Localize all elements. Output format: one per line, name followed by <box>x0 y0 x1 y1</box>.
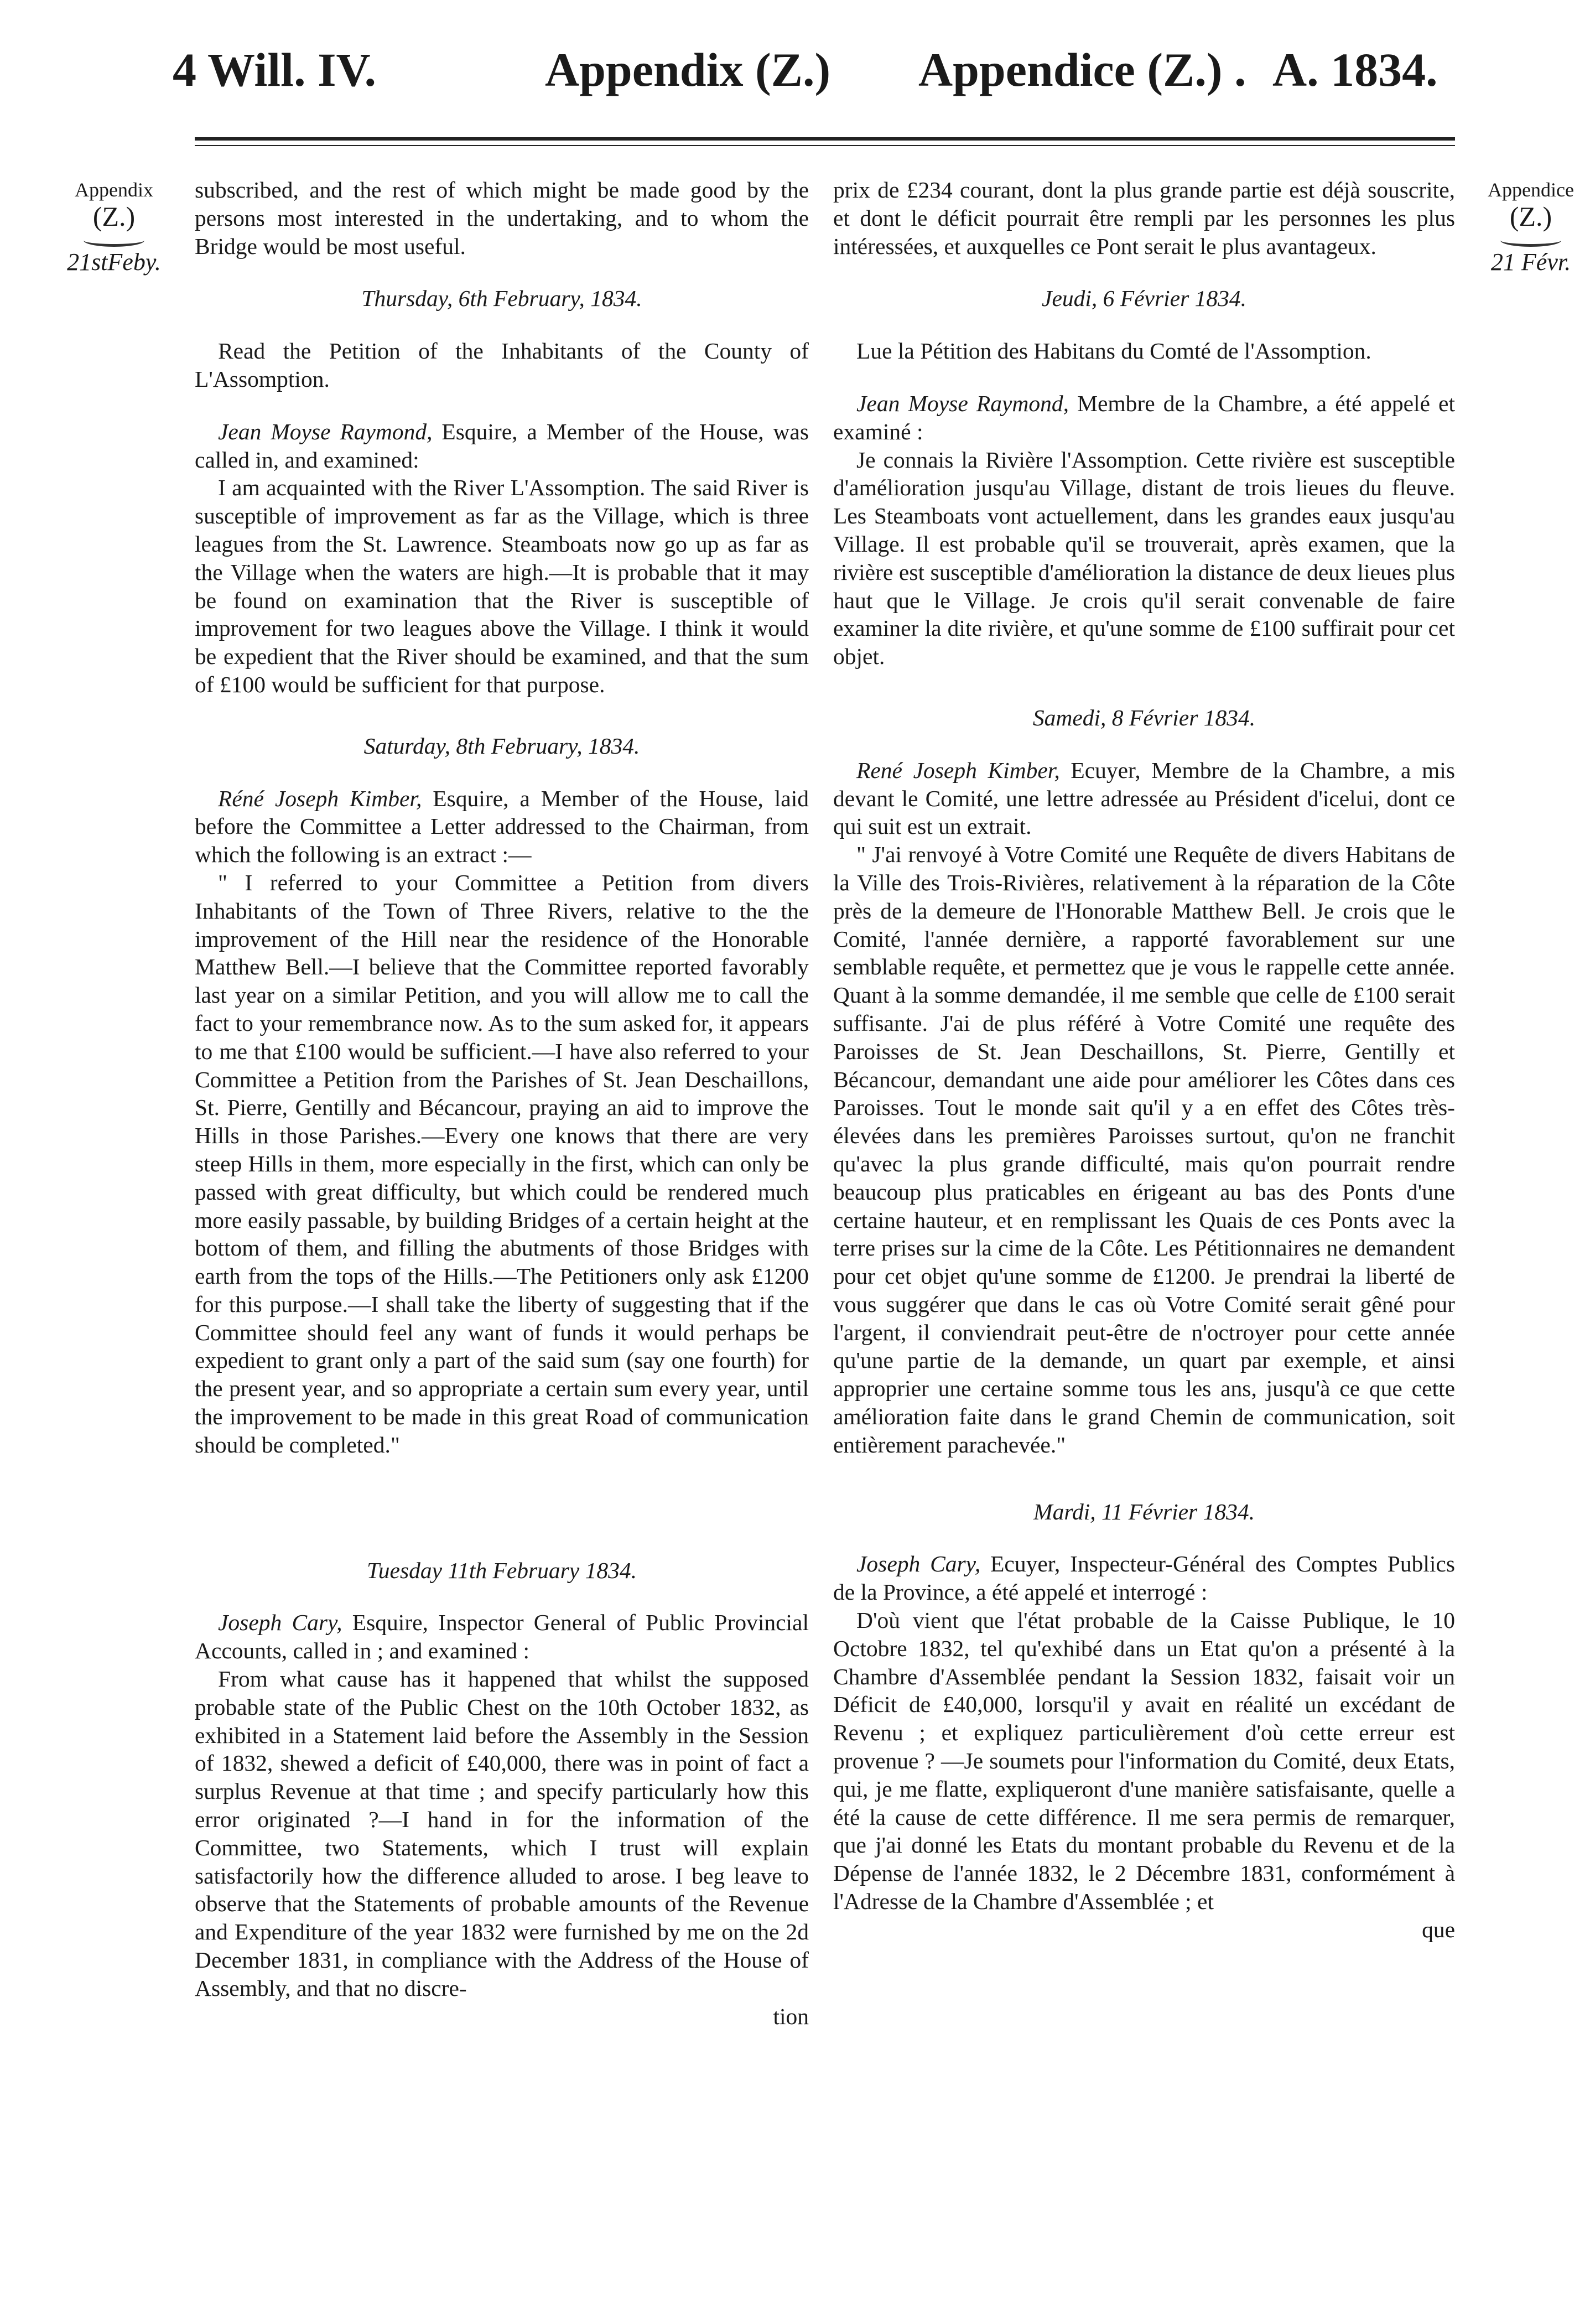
margin-label: Appendice <box>1488 179 1574 201</box>
witness-name: Jean Moyse Raymond, <box>856 390 1069 416</box>
appendix-title-fr: Appendice (Z.) . <box>918 43 1246 96</box>
section-date: Saturday, 8th February, 1834. <box>363 733 640 759</box>
margin-date: 21 Févr. <box>1490 248 1571 276</box>
margin-ref: (Z.) <box>92 200 136 232</box>
witness-name: Réné Joseph Kimber, <box>218 785 422 811</box>
read-petition-line: Lue la Pétition des Habitans du Comté de l'Assomption. <box>856 338 1371 364</box>
margin-date: 21stFeby. <box>67 248 161 276</box>
letter-extract: " I referred to your Committee a Petition from divers Inhabitants of the Town of Three Rivers, relative to the the improvement of the Hill near the residence of the Honorable Matthew Bell.—I believe that the Committee reported favorably last year on a similar Petition, and you will allow me to call the fact to your remembrance now. As to the sum asked for, it appears to me that £100 would be sufficient.—I have also referred to your Committee a Petition from the Parishes of St. Jean Deschaillons, St. Pierre, Gentilly and Bécancour, praying an aid to improve the Hills in those Parishes.—Every one knows that there are very steep Hills in them, more especially in the first, which can only be passed with great difficulty, but which could be rendered much more easily passable, by building Bridges of a certain height at the bottom of them, and filling the abutments of those Bridges with earth from the tops of the Hills.—The Petitioners only ask £1200 for this purpose.—I shall take the liberty of suggesting that if the Committee should feel any want of funds it would perhaps be expedient to grant only a part of the said sum (say one fourth) for the present year, and so appropriate a certain sum every year, until the improvement to be made in this great Road of communication should be completed." <box>195 869 809 1457</box>
header-rule-thin <box>195 145 1455 146</box>
swash-ornament-icon <box>1500 234 1561 247</box>
swash-ornament-icon <box>84 234 144 247</box>
margin-ref: (Z.) <box>1509 200 1552 232</box>
opening-paragraph: subscribed, and the rest of which might be made good by the persons most interested in the undertaking, and to whom the Bridge would be most useful. <box>195 177 809 259</box>
opening-paragraph: prix de £234 courant, dont la plus grande partie est déjà souscrite, et dont le déficit pourrait être rempli par les personnes les plus intéressées, et auxquelles ce Pont serait le plus avantageux. <box>833 177 1455 259</box>
testimony-paragraph: From what cause has it happened that whilst the supposed probable state of the Public Chest on the 10th October 1832, as exhibited in a Statement laid before the Assembly in the Session of 1832, shewed a deficit of £40,000, there was in point of fact a surplus Revenue at that time ; and specify particularly how this error originated ?—I hand in for the information of the Committee, two Statements, which I trust will explain satisfactorily how the difference alluded to arose. I beg leave to observe that the Statements of probable amounts of the Revenue and Expenditure of the year 1832 were furnished by me on the 2d December 1831, in compliance with the Address of the House of Assembly, and that no discre- <box>195 1666 809 2001</box>
witness-intro: Joseph Cary, Ecuyer, Inspecteur-Général des Comptes Publics de la Province, a été appelé et interrogé : <box>833 1551 1455 1605</box>
catchword: que <box>1422 1916 1455 1942</box>
margin-label: Appendix <box>75 179 153 201</box>
header-rule-thick <box>195 137 1455 141</box>
witness-intro: René Joseph Kimber, Ecuyer, Membre de la Chambre, a mis devant le Comité, une lettre adressée au Président d'icelui, dont ce qui suit est un extrait. <box>833 757 1455 839</box>
witness-name: Joseph Cary, <box>218 1610 342 1636</box>
testimony-paragraph: Je connais la Rivière l'Assomption. Cette rivière est susceptible d'amélioration jusqu'au Village, distant de trois lieues du fleuve. Les Steamboats vont actuellement, dans les grandes eaux jusqu'au Village. Il est probable qu'il se trouverait, après examen, que la rivière est susceptible d'amélioration la distance de deux lieues plus haut que le Village. Je crois qu'il serait convenable de faire examiner la dite rivière, et qu'une somme de £100 suffirait pour cet objet. <box>833 447 1455 670</box>
witness-name: René Joseph Kimber, <box>856 757 1060 783</box>
read-petition-line: Read the Petition of the Inhabitants of the County of L'Assomption. <box>195 338 809 392</box>
witness-name: Jean Moyse Raymond, <box>218 418 433 444</box>
page-year: A. 1834. <box>1272 43 1438 96</box>
witness-intro: Jean Moyse Raymond, Membre de la Chambre, a été appelé et examiné : <box>833 390 1455 444</box>
regnal-year: 4 Will. IV. <box>173 43 377 96</box>
letter-extract: " J'ai renvoyé à Votre Comité une Requête de divers Habitans de la Ville des Trois-Rivières, relativement à la réparation de la Côte près de la demeure de l'Honorable Matthew Bell. Je crois que le Comité, l'année dernière, a rapporté favorablement sur une semblable requête, et permettez que je vous le rappelle cette année. Quant à la somme demandée, il me semble que celle de £100 serait suffisante. J'ai de plus référé à Votre Comité une requête des Paroisses de St. Jean Deschaillons, St. Pierre, Gentilly et Bécancour, demandant une aide pour améliorer les Côtes dans ces Paroisses. Tout le monde sait qu'il y a en effet des Côtes très-élevées dans les premières Paroisses surtout, qu'on ne franchit qu'avec la plus grande difficulté, mais qu'on pourrait rendre beaucoup plus praticables en érigeant au bas des Ponts d'une certaine hauteur, et en remplissant les Quais de ces Ponts avec la terre prises sur la cime de la Côte. Les Pétitionnaires ne demandent pour cet objet qu'une somme de £1200. Je prendrai la liberté de vous suggérer que dans le cas où Votre Comité serait gêné pour l'argent, il conviendrait peut-être de n'octroyer pour cette année qu'une partie de la demande, un quart par exemple, et ainsi approprier une certaine somme tous les ans, jusqu'à ce que cette amélioration faite dans le grand Chemin de communication, soit entièrement parachevée." <box>833 842 1455 1457</box>
witness-name: Joseph Cary, <box>856 1551 981 1577</box>
english-column <box>195 176 809 2030</box>
section-date: Samedi, 8 Février 1834. <box>1032 704 1256 730</box>
french-column <box>833 176 1455 1944</box>
margin-note-right <box>1478 179 1583 276</box>
testimony-paragraph: I am acquainted with the River L'Assomption. The said River is susceptible of improvement as far as the Village, which is three leagues from the St. Lawrence. Steamboats now go up as far as the Village when the waters are high.—It is probable that it may be found on examination that the River is susceptible of improvement for two leagues above the Village. I think it would be expedient that the River should be examined, and that the sum of £100 would be sufficient for that purpose. <box>195 475 809 697</box>
testimony-paragraph: D'où vient que l'état probable de la Caisse Publique, le 10 Octobre 1832, tel qu'exhibé dans un Etat qu'on a présenté à la Chambre d'Assemblée pendant la Session 1832, faisait voir un Déficit de £40,000, lorsqu'il y avait en réalité un excédant de Revenu ; et expliquez particulièrement d'où cette erreur est provenue ? —Je soumets pour l'information du Comité, deux Etats, qui, je me flatte, expliqueront d'une manière satisfaisante, quelle a été la cause de cette différence. Il me sera permis de remarquer, que j'ai donné les Etats du montant probable du Revenu et de la Dépense de l'année 1832, le 2 Décembre 1831, conformément à l'Adresse de la Chambre d'Assemblée ; et <box>833 1607 1455 1915</box>
witness-intro: Jean Moyse Raymond, Esquire, a Member of the House, was called in, and examined: <box>195 418 809 473</box>
catchword: tion <box>773 2003 809 2029</box>
section-date: Mardi, 11 Février 1834. <box>1033 1498 1255 1524</box>
witness-intro: Joseph Cary, Esquire, Inspector General of Public Provincial Accounts, called in ; and examined : <box>195 1610 809 1664</box>
section-date: Jeudi, 6 Février 1834. <box>1042 286 1246 312</box>
margin-note-left <box>45 179 183 276</box>
appendix-title-en: Appendix (Z.) <box>545 43 831 96</box>
section-date: Thursday, 6th February, 1834. <box>361 286 642 312</box>
section-date: Tuesday 11th February 1834. <box>367 1557 637 1583</box>
witness-intro: Réné Joseph Kimber, Esquire, a Member of the House, laid before the Committee a Letter addressed to the Chairman, from which the following is an extract :— <box>195 785 809 868</box>
running-header <box>0 20 1590 103</box>
